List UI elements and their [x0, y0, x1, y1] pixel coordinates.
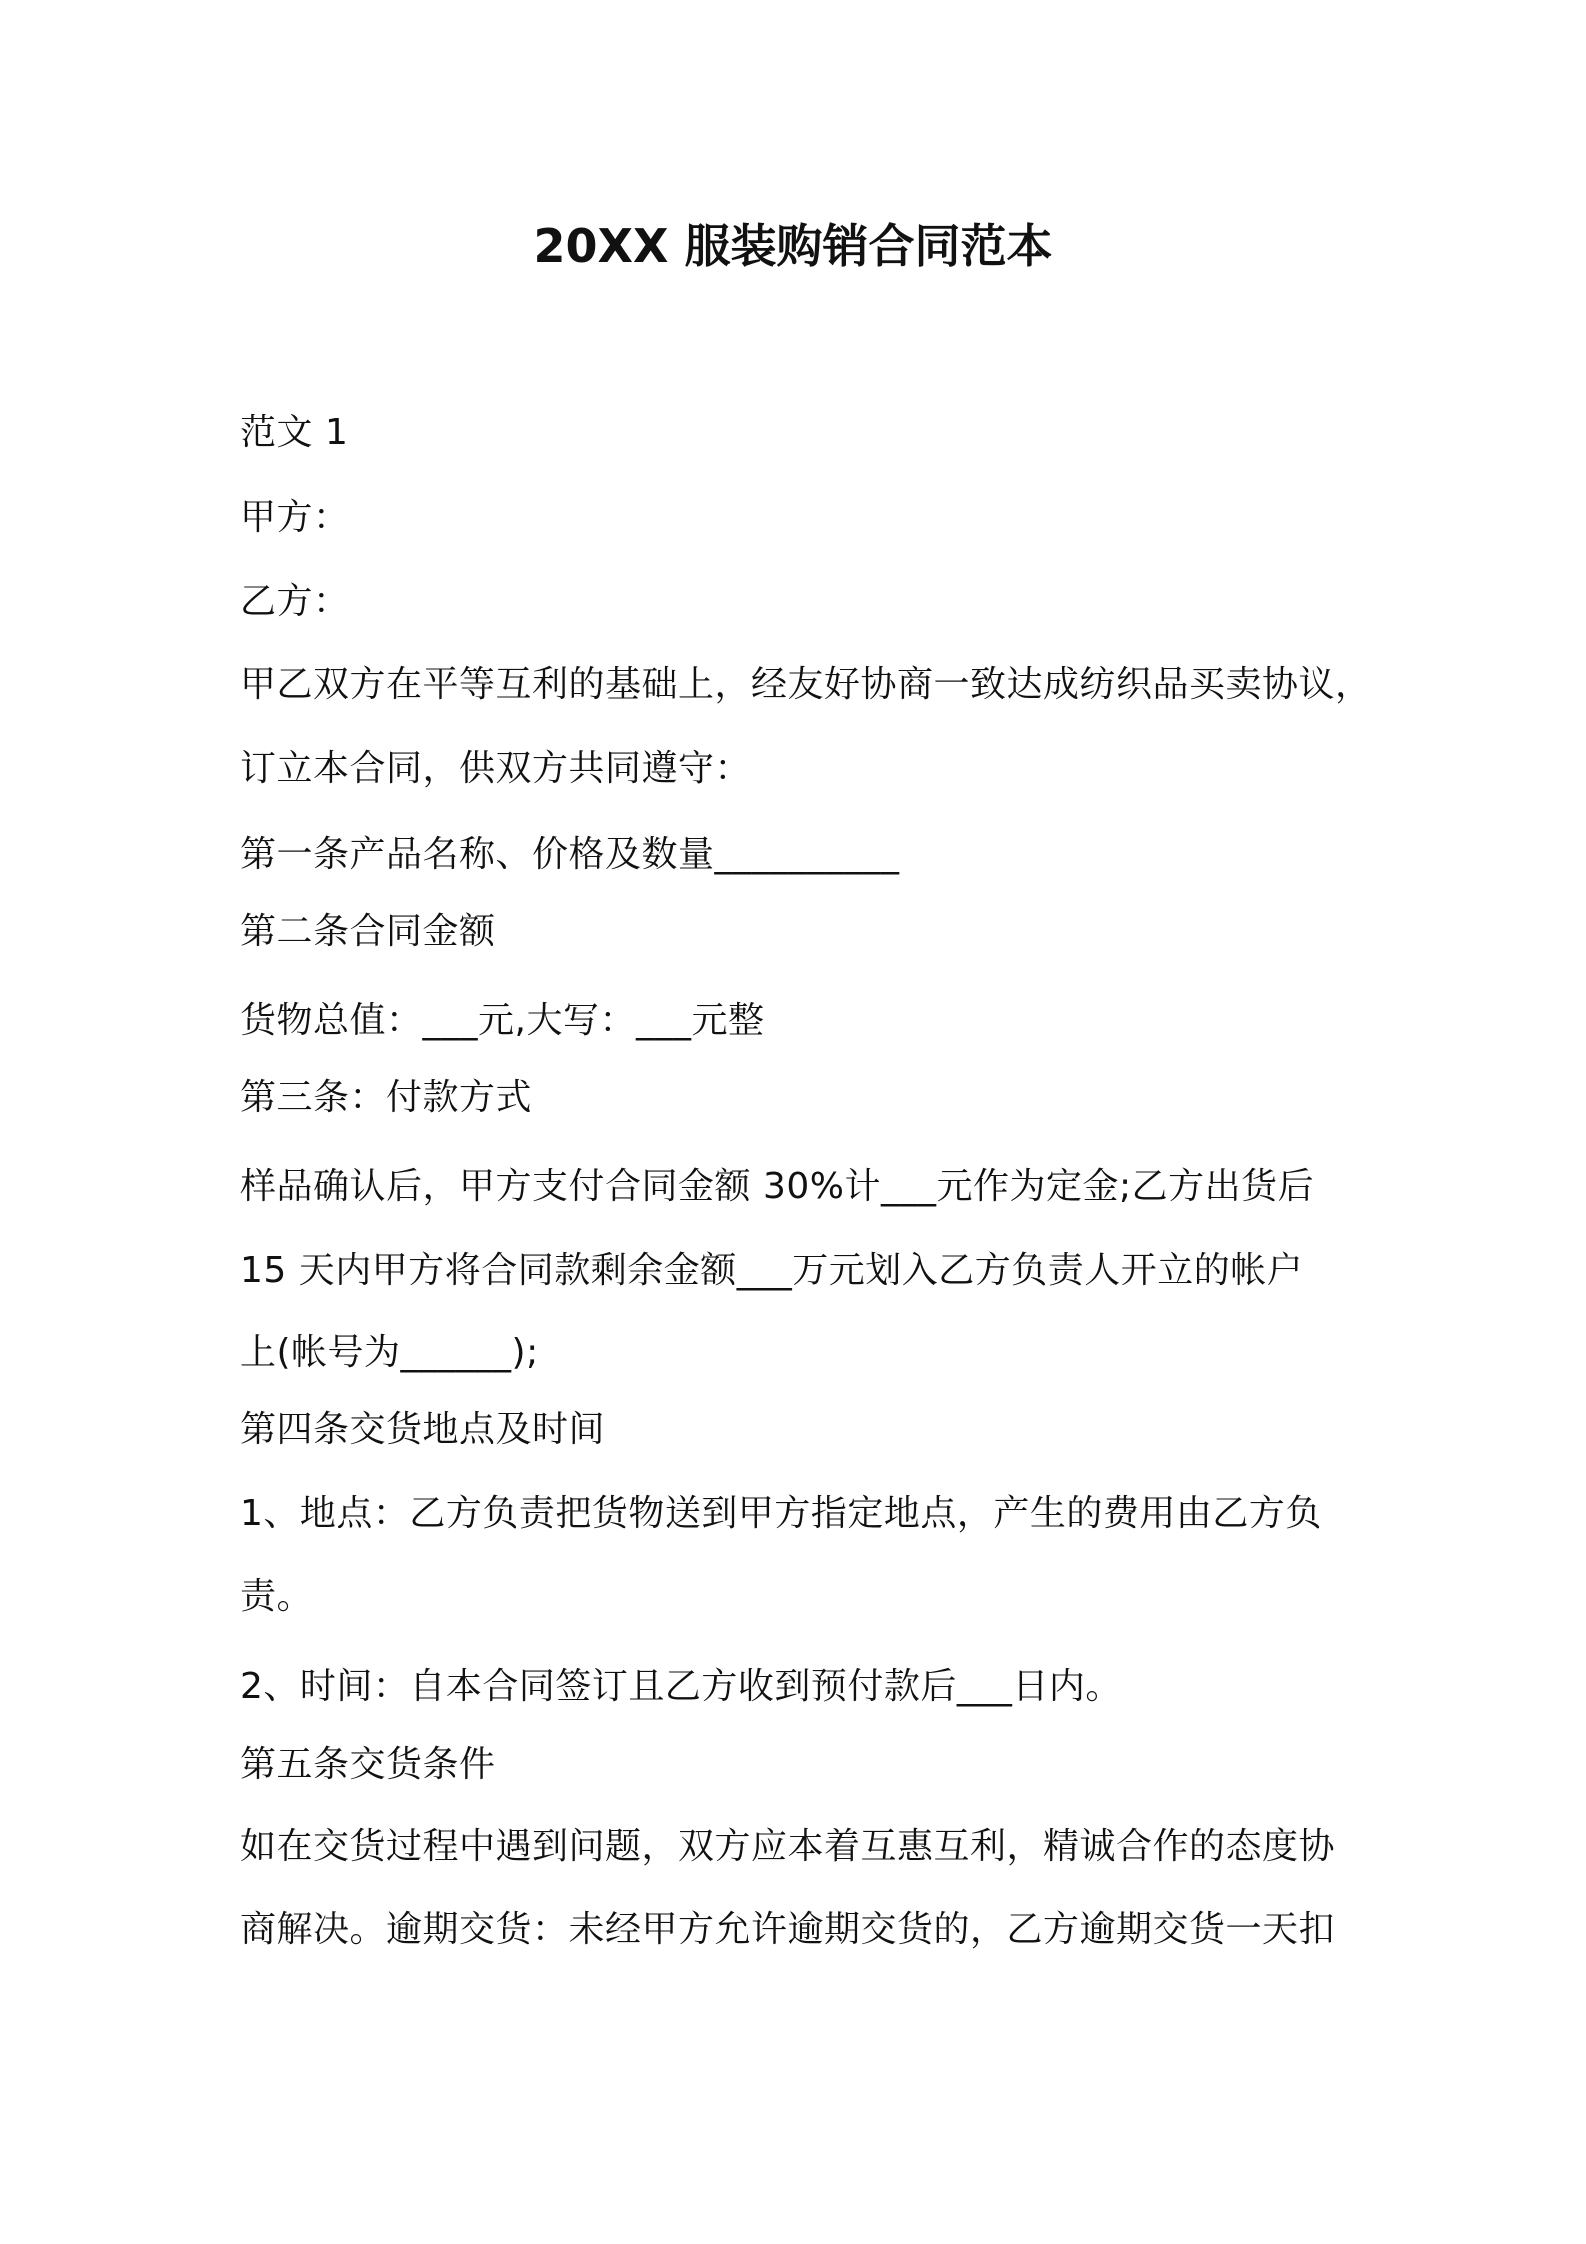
article-4-location-line-2: 责。	[240, 1576, 314, 1617]
section-label-sample-1: 范文 1	[240, 412, 349, 453]
party-b-line: 乙方：	[240, 581, 350, 622]
article-1-heading: 第一条产品名称、价格及数量__________	[240, 834, 900, 875]
article-3-paragraph-line-1: 样品确认后，甲方支付合同金额 30%计___元作为定金;乙方出货后	[240, 1166, 1315, 1207]
article-4-location-line-1: 1、地点：乙方负责把货物送到甲方指定地点，产生的费用由乙方负	[240, 1493, 1322, 1534]
preamble-line-1: 甲乙双方在平等互利的基础上，经友好协商一致达成纺织品买卖协议，	[240, 664, 1372, 705]
article-5-heading: 第五条交货条件	[240, 1744, 496, 1785]
article-3-heading: 第三条：付款方式	[240, 1077, 533, 1118]
document-title: 20XX 服装购销合同范本	[533, 219, 1053, 273]
article-3-paragraph-line-3: 上(帐号为______);	[240, 1332, 539, 1373]
article-5-paragraph-line-1: 如在交货过程中遇到问题，双方应本着互惠互利，精诚合作的态度协	[240, 1826, 1336, 1867]
article-3-paragraph-line-2: 15 天内甲方将合同款剩余金额___万元划入乙方负责人开立的帐户	[240, 1250, 1304, 1291]
article-4-heading: 第四条交货地点及时间	[240, 1409, 606, 1450]
preamble-line-2: 订立本合同，供双方共同遵守：	[240, 748, 752, 789]
party-a-line: 甲方：	[240, 497, 350, 538]
article-2-total-value: 货物总值：___元,大写：___元整	[240, 1000, 765, 1041]
article-5-paragraph-line-2: 商解决。逾期交货：未经甲方允许逾期交货的，乙方逾期交货一天扣	[240, 1909, 1336, 1950]
article-4-time-line: 2、时间：自本合同签订且乙方收到预付款后___日内。	[240, 1666, 1122, 1707]
article-2-heading: 第二条合同金额	[240, 911, 496, 952]
